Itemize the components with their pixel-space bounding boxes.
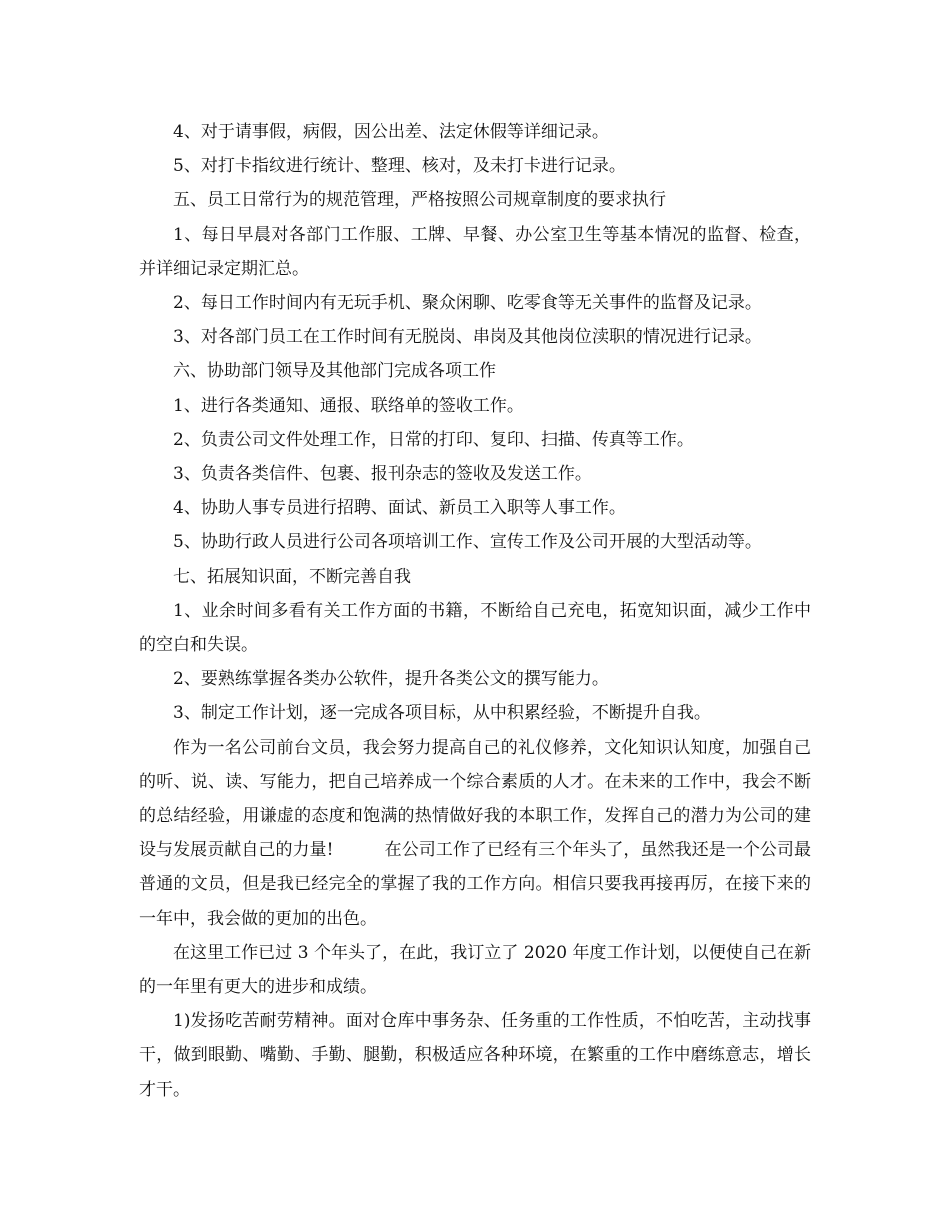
paragraph: 3、负责各类信件、包裹、报刊杂志的签收及发送工作。 xyxy=(173,464,592,485)
paragraph: 1、进行各类通知、通报、联络单的签收工作。 xyxy=(173,395,524,416)
paragraph: 1、业余时间多看有关工作方面的书籍，不断给自己充电，拓宽知识面，减少工作中的空白和失误。 xyxy=(139,600,811,656)
paragraph: 作为一名公司前台文员，我会努力提高自己的礼仪修养，文化知识认知度，加强自己的听、说、读、写能力，把自己培养成一个综合素质的人才。在未来的工作中，我会不断的总结经验，用谦虚的态度和饱满的热情做好我的本职工作，发挥自己的潜力为公司的建设与发展贡献自己的力量! 在公司工作了已经有三个年头了，虽然我还是一个公司最普通的文员，但是我已经完全的掌握了我的工作方向。相信只要我再接再厉，在接下来的一年中，我会做的更加的出色。 xyxy=(139,737,811,929)
paragraph: 1)发扬吃苦耐劳精神。面对仓库中事务杂、任务重的工作性质，不怕吃苦，主动找事干，做到眼勤、嘴勤、手勤、腿勤，积极适应各种环境，在繁重的工作中磨练意志，增长才干。 xyxy=(139,1011,811,1100)
paragraph: 4、协助人事专员进行招聘、面试、新员工入职等人事工作。 xyxy=(173,498,626,519)
paragraph: 3、制定工作计划，逐一完成各项目标，从中积累经验，不断提升自我。 xyxy=(173,703,711,724)
section-heading: 六、协助部门领导及其他部门完成各项工作 xyxy=(173,361,496,382)
section-heading: 七、拓展知识面，不断完善自我 xyxy=(173,566,411,587)
paragraph: 5、对打卡指纹进行统计、整理、核对，及未打卡进行记录。 xyxy=(173,156,626,177)
document-body xyxy=(139,115,811,1107)
paragraph: 5、协助行政人员进行公司各项培训工作、宣传工作及公司开展的大型活动等。 xyxy=(173,532,762,553)
paragraph: 4、对于请事假，病假，因公出差、法定休假等详细记录。 xyxy=(173,122,609,142)
paragraph: 2、每日工作时间内有无玩手机、聚众闲聊、吃零食等无关事件的监督及记录。 xyxy=(173,293,762,314)
paragraph: 2、要熟练掌握各类办公软件，提升各类公文的撰写能力。 xyxy=(173,669,609,690)
paragraph: 在这里工作已过 3 个年头了，在此，我订立了 2020 年度工作计划，以便使自己在新的一年里有更大的进步和成绩。 xyxy=(139,942,811,998)
section-heading: 五、员工日常行为的规范管理，严格按照公司规章制度的要求执行 xyxy=(173,190,666,211)
paragraph: 3、对各部门员工在工作时间有无脱岗、串岗及其他岗位渎职的情况进行记录。 xyxy=(173,327,762,348)
paragraph: 2、负责公司文件处理工作，日常的打印、复印、扫描、传真等工作。 xyxy=(173,429,694,450)
paragraph: 1、每日早晨对各部门工作服、工牌、早餐、办公室卫生等基本情况的监督、检查，并详细记录定期汇总。 xyxy=(139,224,811,279)
